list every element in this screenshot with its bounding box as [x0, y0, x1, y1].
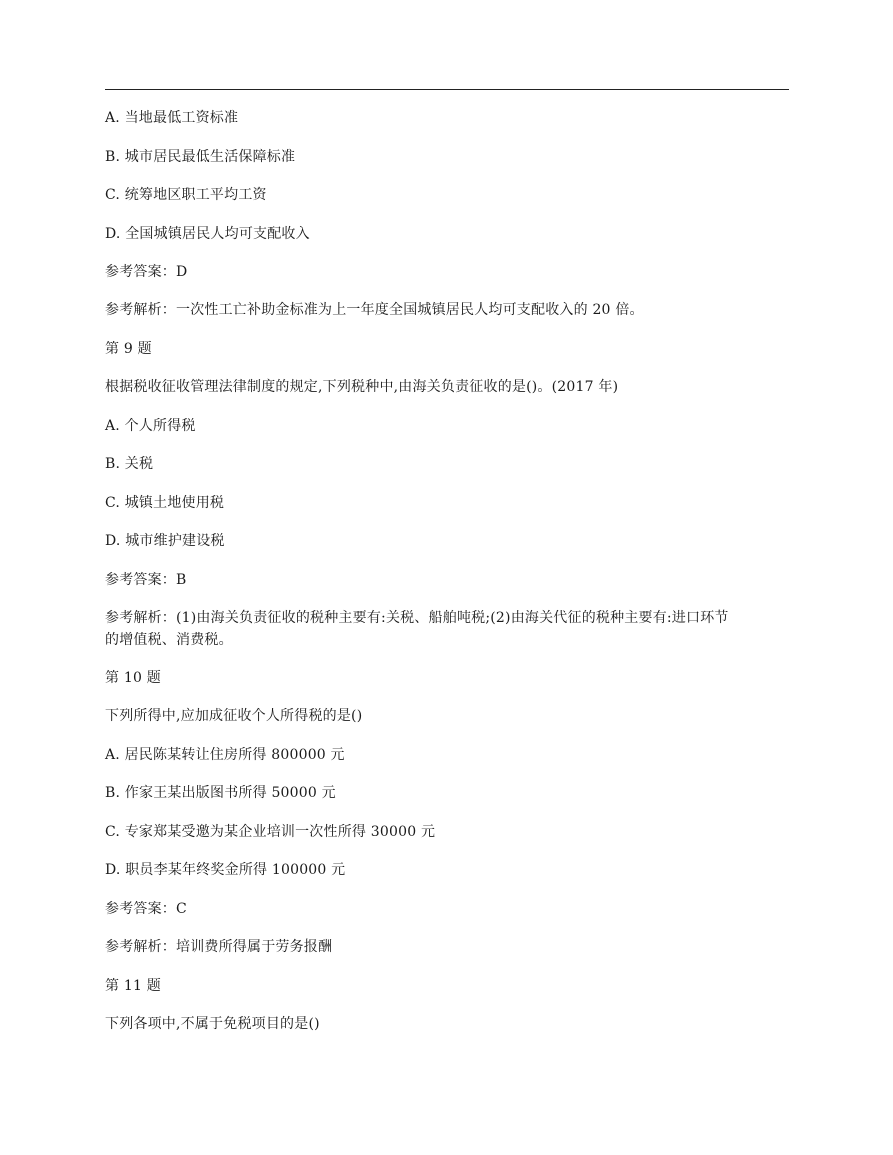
question-number: 第 9 题 — [105, 341, 152, 357]
analysis-continued: 的增值税、消费税。 — [105, 632, 233, 648]
option-d: D. 全国城镇居民人均可支配收入 — [105, 226, 310, 242]
answer: 参考答案：D — [105, 264, 188, 280]
option-b: B. 城市居民最低生活保障标准 — [105, 149, 296, 165]
option-d: D. 职员李某年终奖金所得 100000 元 — [105, 862, 346, 878]
analysis: 参考解析：(1)由海关负责征收的税种主要有:关税、船舶吨税;(2)由海关代征的税种主要有:进口环节 — [105, 610, 729, 626]
option-c: C. 专家郑某受邀为某企业培训一次性所得 30000 元 — [105, 824, 436, 840]
header-rule — [105, 89, 789, 90]
option-c: C. 城镇土地使用税 — [105, 495, 225, 511]
analysis: 参考解析：一次性工亡补助金标准为上一年度全国城镇居民人均可支配收入的 20 倍。 — [105, 302, 644, 318]
option-d: D. 城市维护建设税 — [105, 533, 225, 549]
answer: 参考答案：B — [105, 572, 187, 588]
question-number: 第 10 题 — [105, 670, 161, 686]
question-number: 第 11 题 — [105, 978, 161, 994]
question-text: 根据税收征收管理法律制度的规定,下列税种中,由海关负责征收的是()。(2017 年) — [105, 379, 619, 395]
option-c: C. 统筹地区职工平均工资 — [105, 187, 267, 203]
analysis: 参考解析：培训费所得属于劳务报酬 — [105, 939, 333, 955]
option-b: B. 作家王某出版图书所得 50000 元 — [105, 785, 336, 801]
option-a: A. 当地最低工资标准 — [105, 110, 239, 126]
option-b: B. 关税 — [105, 456, 154, 472]
option-a: A. 个人所得税 — [105, 418, 196, 434]
question-text: 下列各项中,不属于免税项目的是() — [105, 1016, 320, 1032]
answer: 参考答案：C — [105, 901, 187, 917]
option-a: A. 居民陈某转让住房所得 800000 元 — [105, 747, 345, 763]
question-text: 下列所得中,应加成征收个人所得税的是() — [105, 708, 363, 724]
